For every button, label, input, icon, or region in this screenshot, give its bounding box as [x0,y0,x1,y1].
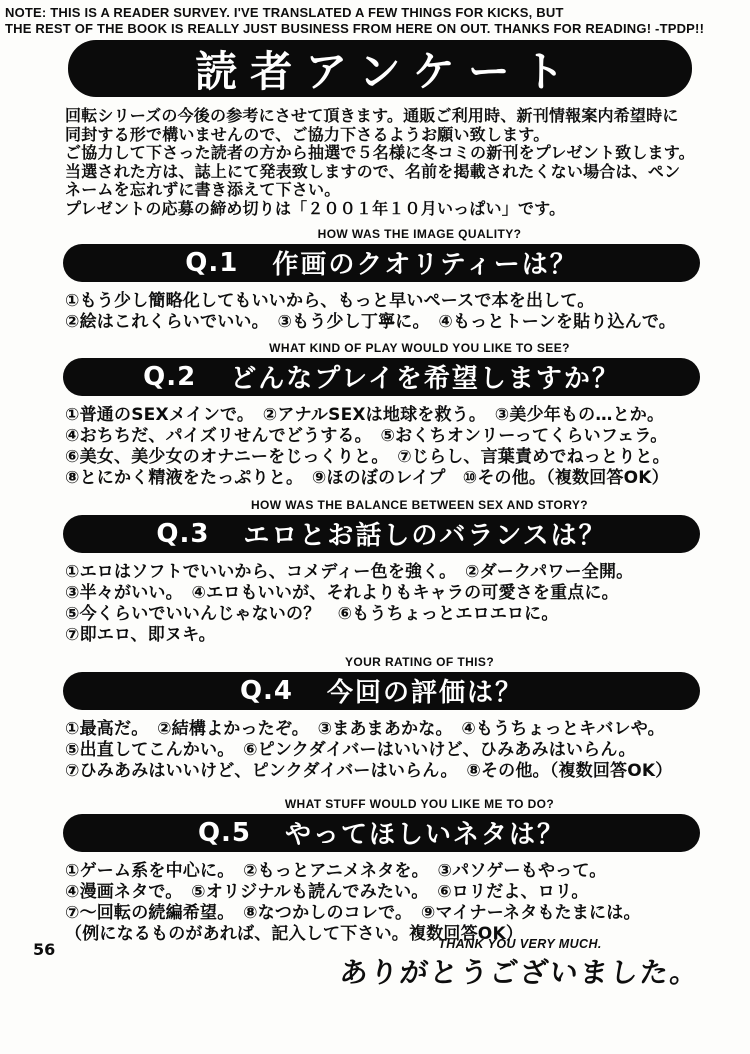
translator-note [0,0,750,37]
option-line: ④漫画ネタで。 ⑤オリジナルも読んでみたい。 ⑥ロリだよ、ロリ。 [65,881,589,902]
question-3-banner [63,515,700,553]
question-1-title: 作画のクオリティーは？ [272,250,578,281]
question-2-banner [63,358,700,396]
question-1 [63,227,700,333]
option-line: ①ゲーム系を中心に。 ②もっとアニメネタを。 ③パソゲーもやって。 [65,860,607,881]
option-line: ①もう少し簡略化してもいいから、もっと早いペースで本を出して。 [65,290,595,311]
question-3-title: エロとお話しのバランスは？ [243,521,607,552]
question-3-number: Q.3 [156,518,210,549]
question-4-banner [63,672,700,710]
translator-note-line-1: NOTE: THIS IS A READER SURVEY. I'VE TRANSLATED A FEW THINGS FOR KICKS, BUT [5,5,564,20]
thank-you-block [340,937,700,991]
option-line: ②絵はこれくらいでいい。 ③もう少し丁寧に。 ④もっとトーンを貼り込んで。 [65,311,676,332]
thank-you-english: THANK YOU VERY MUCH. [438,936,602,951]
question-5-title: やってほしいネタは？ [285,820,566,851]
question-1-english-note: HOW WAS THE IMAGE QUALITY? [317,226,522,241]
page-title-banner [68,40,692,97]
option-line: ⑧とにかく精液をたっぷりと。 ⑨ほのぼのレイプ ⑩その他。（複数回答OK） [65,467,669,488]
option-line: ⑦即エロ、即ヌキ。 [65,624,216,645]
option-line: （例になるものがあれば、記入して下さい。複数回答OK） [65,923,524,944]
option-line: ①エロはソフトでいいから、コメディー色を強く。 ②ダークパワー全開。 [65,561,634,582]
question-1-banner [63,244,700,282]
question-5-options [65,861,700,945]
thank-you-japanese: ありがとうございました。 [338,955,702,989]
question-5-number: Q.5 [197,817,252,848]
question-4-number: Q.4 [239,675,294,706]
question-2-options [65,405,700,489]
option-line: ⑤今くらいでいいんじゃないの？ ⑥もうちょっとエロエロに。 [65,603,559,624]
question-2 [63,341,700,489]
question-5 [63,797,700,945]
page-number: 56 [33,940,56,959]
page-title: 読者アンケート [195,46,578,96]
question-4-title: 今回の評価は？ [327,678,524,709]
option-line: ⑦ひみあみはいいけど、ピンクダイバーはいらん。 ⑧その他。（複数回答OK） [65,760,673,781]
question-2-number: Q.2 [143,361,197,392]
option-line: ⑤出直してこんかい。 ⑥ピンクダイバーはいいけど、ひみあみはいらん。 [65,739,636,760]
option-line: ④おちちだ、パイズリせんでどうする。 ⑤おくちオンリーってくらいフェラ。 [65,425,668,446]
question-3 [63,498,700,646]
question-2-title: どんなプレイを希望しますか？ [230,364,620,395]
option-line: ③半々がいい。 ④エロもいいが、それよりもキャラの可愛さを重点に。 [65,582,619,603]
question-2-english-note: WHAT KIND OF PLAY WOULD YOU LIKE TO SEE? [269,340,570,355]
option-line: ①普通のSEXメインで。 ②アナルSEXは地球を救う。 ③美少年もの…とか。 [65,404,665,425]
option-line: ①最高だ。 ②結構よかったぞ。 ③まあまあかな。 ④もうちょっとキバレや。 [65,718,665,739]
intro-paragraph: 回転シリーズの今後の参考にさせて頂きます。通販ご利用時、新刊情報案内希望時に 同封する形で構いませんので、ご協力下さるようお願い致します。 ご協力して下さった読者の方から抽選で５名様に冬コミの新刊をプレゼント致します。 当選された方は、誌上にて発表致しますので、名前を掲載されたくない場合は、ペン ネームを忘れずに書き添えて下さい。 プレゼントの応募の締め切りは「２００１年１０月いっぱい」です。 [65,106,695,218]
question-3-english-note: HOW WAS THE BALANCE BETWEEN SEX AND STORY? [250,497,589,512]
option-line: ⑥美女、美少女のオナニーをじっくりと。 ⑦じらし、言葉責めでねっとりと。 [65,446,670,467]
question-4-english-note: YOUR RATING OF THIS? [344,654,495,669]
question-3-options [65,562,700,646]
question-4-options [65,719,700,782]
option-line: ⑦～回転の続編希望。 ⑧なつかしのコレで。 ⑨マイナーネタもたまには。 [65,902,641,923]
question-1-number: Q.1 [185,247,239,278]
question-4 [63,655,700,782]
translator-note-line-2: THE REST OF THE BOOK IS REALLY JUST BUSINESS FROM HERE ON OUT. THANKS FOR READING! -TPDP!! [5,21,705,36]
question-5-english-note: WHAT STUFF WOULD YOU LIKE ME TO DO? [284,796,555,811]
question-1-options [65,291,700,333]
question-5-banner [63,814,700,852]
